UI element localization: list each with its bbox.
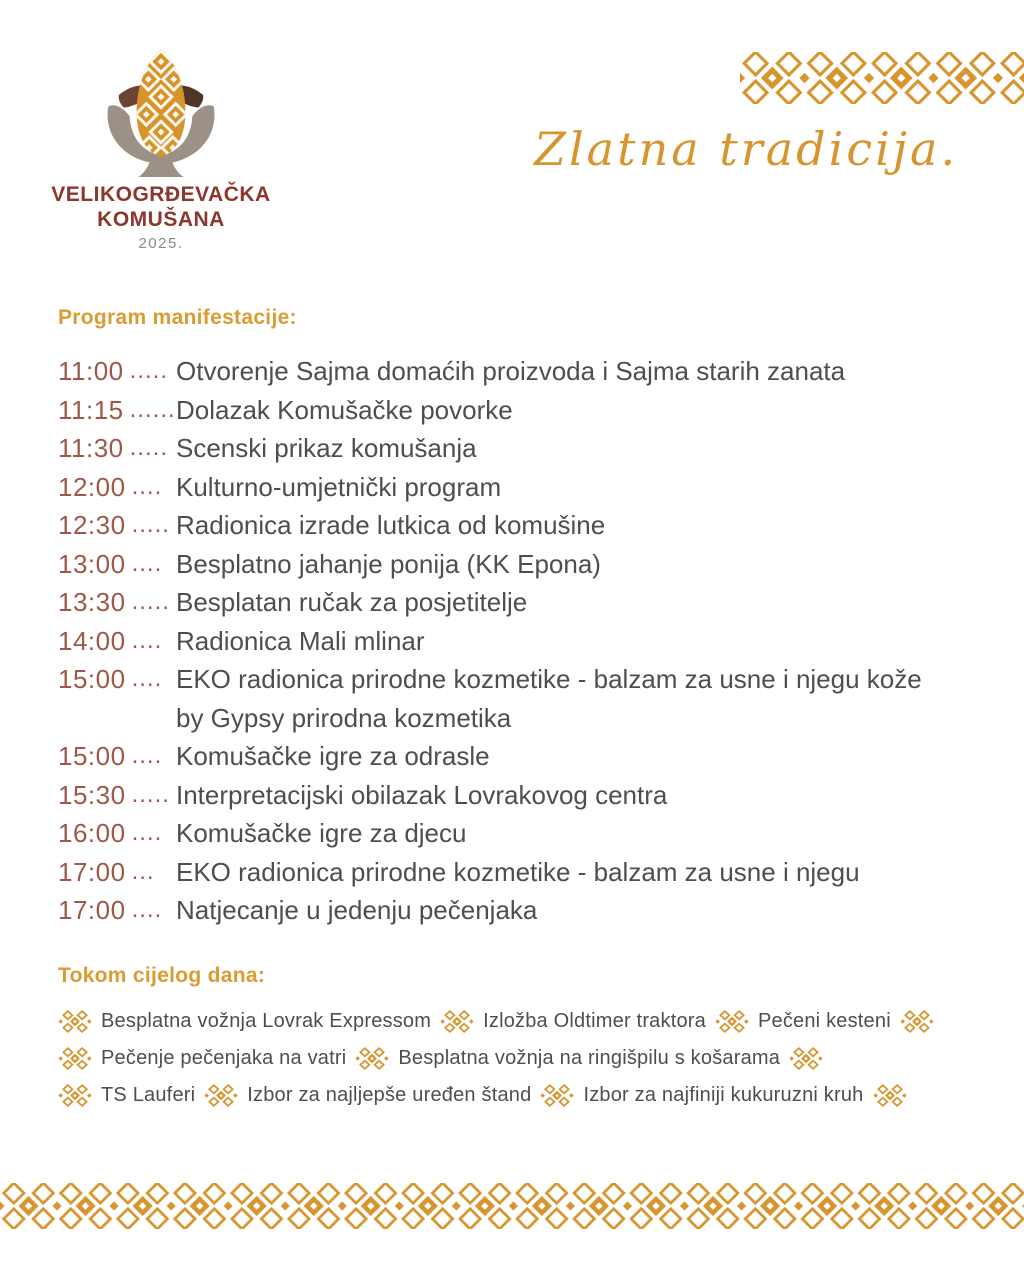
schedule-row: [58, 429, 994, 468]
diamond-border-bottom: [0, 1183, 1024, 1229]
schedule-dots: ......: [129, 395, 176, 423]
schedule-text: Kulturno-umjetnički program: [176, 471, 502, 502]
all-day-line: [58, 1047, 994, 1070]
all-day-item: Pečeni kesteni: [757, 1009, 891, 1032]
schedule-time: 15:30: [58, 779, 126, 810]
diamond-cluster-icon: [873, 1084, 907, 1107]
tagline-script: Zlatna tradicija.: [534, 122, 959, 176]
schedule-dots: ....: [131, 742, 163, 769]
schedule-row: [58, 776, 994, 815]
all-day-item: Izložba Oldtimer traktora: [483, 1009, 706, 1032]
schedule-row: [58, 545, 994, 584]
schedule-row: [58, 737, 994, 776]
diamond-cluster-icon: [540, 1084, 574, 1107]
schedule-dots: .....: [129, 357, 168, 384]
content: [0, 306, 1024, 1107]
schedule-row: [58, 352, 994, 391]
diamond-cluster-icon: [58, 1047, 92, 1070]
schedule-row-lead: [58, 814, 176, 853]
schedule-row-lead: [58, 622, 176, 661]
schedule-row: [58, 853, 994, 892]
schedule-row-lead: [58, 583, 176, 622]
schedule-time: 11:15: [58, 394, 124, 425]
schedule-row: [58, 506, 994, 545]
schedule-text: Otvorenje Sajma domaćih proizvoda i Sajma starih zanata: [176, 356, 846, 386]
diamond-cluster-icon: [204, 1084, 238, 1107]
schedule-time: 17:00: [58, 856, 126, 887]
event-year: 2025.: [138, 235, 184, 253]
all-day-item: Izbor za najfiniji kukuruzni kruh: [583, 1083, 864, 1106]
diamond-border-top: [740, 52, 1024, 104]
schedule-time: 11:30: [58, 433, 124, 463]
diamond-cluster-icon: [715, 1010, 749, 1033]
header: [0, 0, 1024, 306]
schedule-row-lead: [58, 776, 176, 815]
schedule-row: [58, 468, 994, 507]
diamond-cluster-icon: [900, 1010, 934, 1033]
all-day-item: Pečenje pečenjaka na vatri: [101, 1046, 347, 1069]
schedule-text: Besplatno jahanje ponija (KK Epona): [176, 548, 601, 579]
schedule-dots: ....: [131, 896, 163, 923]
schedule-row: [58, 660, 994, 737]
diamond-cluster-icon: [789, 1047, 823, 1070]
schedule-text: Interpretacijski obilazak Lovrakovog centra: [176, 779, 668, 810]
event-title-line2: KOMUŠANA: [97, 208, 225, 232]
all-day-item: Besplatna vožnja na ringišpilu s košarama: [398, 1046, 781, 1069]
schedule-text: Besplatan ručak za posjetitelje: [176, 587, 528, 617]
schedule-row-lead: [58, 545, 176, 584]
schedule-row-lead: [58, 352, 176, 391]
schedule-dots: .....: [131, 588, 170, 615]
schedule-text: Radionica Mali mlinar: [176, 625, 425, 656]
all-day-line: [58, 1010, 994, 1033]
schedule-text: Scenski prikaz komušanja: [176, 433, 477, 463]
all-day-item: Izbor za najljepše uređen štand: [247, 1083, 532, 1106]
schedule-time: 15:00: [58, 741, 126, 771]
schedule-time: 15:00: [58, 664, 126, 694]
schedule-dots: ....: [131, 626, 163, 654]
schedule-time: 17:00: [58, 895, 126, 925]
diamond-cluster-icon: [440, 1010, 474, 1033]
schedule-row-lead: [58, 853, 176, 892]
schedule-text: Komušačke igre za odrasle: [176, 741, 490, 771]
schedule-row-lead: [58, 737, 176, 776]
schedule-time: 14:00: [58, 625, 126, 656]
schedule-row-lead: [58, 429, 176, 468]
schedule-time: 13:00: [58, 548, 126, 579]
schedule-time: 12:00: [58, 471, 126, 502]
all-day-item: TS Lauferi: [101, 1083, 196, 1106]
all-day-line: [58, 1084, 994, 1107]
event-title-line1: VELIKOGRĐEVAČKA: [51, 183, 271, 206]
schedule-dots: .....: [129, 434, 168, 461]
all-day-heading: Tokom cijelog dana:: [58, 963, 266, 987]
schedule-time: 16:00: [58, 818, 126, 848]
program-heading: Program manifestacije:: [58, 306, 297, 329]
event-logo: [38, 46, 284, 252]
schedule-row: [58, 622, 994, 661]
schedule-dots: ....: [131, 472, 163, 500]
schedule-row: [58, 583, 994, 622]
schedule-dots: ...: [131, 857, 155, 885]
schedule-text: Radionica izrade lutkica od komušine: [176, 510, 606, 540]
all-day-lines: [58, 1010, 994, 1107]
corn-cob-icon: [97, 46, 225, 178]
schedule-dots: ....: [131, 549, 163, 577]
all-day-item: Besplatna vožnja Lovrak Expressom: [101, 1009, 432, 1032]
diamond-cluster-icon: [355, 1047, 389, 1070]
schedule-dots: ....: [131, 665, 163, 692]
schedule-row: [58, 391, 994, 430]
schedule-dots: .....: [131, 780, 170, 808]
schedule-dots: ....: [131, 819, 163, 846]
schedule-row-lead: [58, 506, 176, 545]
schedule-row-lead: [58, 660, 176, 699]
schedule-time: 13:30: [58, 587, 126, 617]
event-title: [38, 182, 284, 232]
schedule-row-lead: [58, 468, 176, 507]
schedule-text: EKO radionica prirodne kozmetike - balzam za usne i njegu: [176, 856, 860, 887]
diamond-cluster-icon: [58, 1084, 92, 1107]
schedule-text: Natjecanje u jedenju pečenjaka: [176, 895, 538, 925]
diamond-cluster-icon: [58, 1010, 92, 1033]
schedule-text: Komušačke igre za djecu: [176, 818, 467, 848]
schedule-time: 11:00: [58, 356, 124, 386]
schedule-time: 12:30: [58, 510, 126, 540]
schedule-text: Dolazak Komušačke povorke: [176, 394, 513, 425]
schedule-row: [58, 814, 994, 853]
schedule-row: [58, 891, 994, 930]
schedule-row-lead: [58, 391, 176, 430]
schedule-list: [58, 352, 994, 930]
schedule-text: EKO radionica prirodne kozmetike - balzam za usne i njegu kože by Gypsy prirodna kozmetika: [176, 664, 922, 733]
schedule-row-lead: [58, 891, 176, 930]
schedule-dots: .....: [131, 511, 170, 538]
